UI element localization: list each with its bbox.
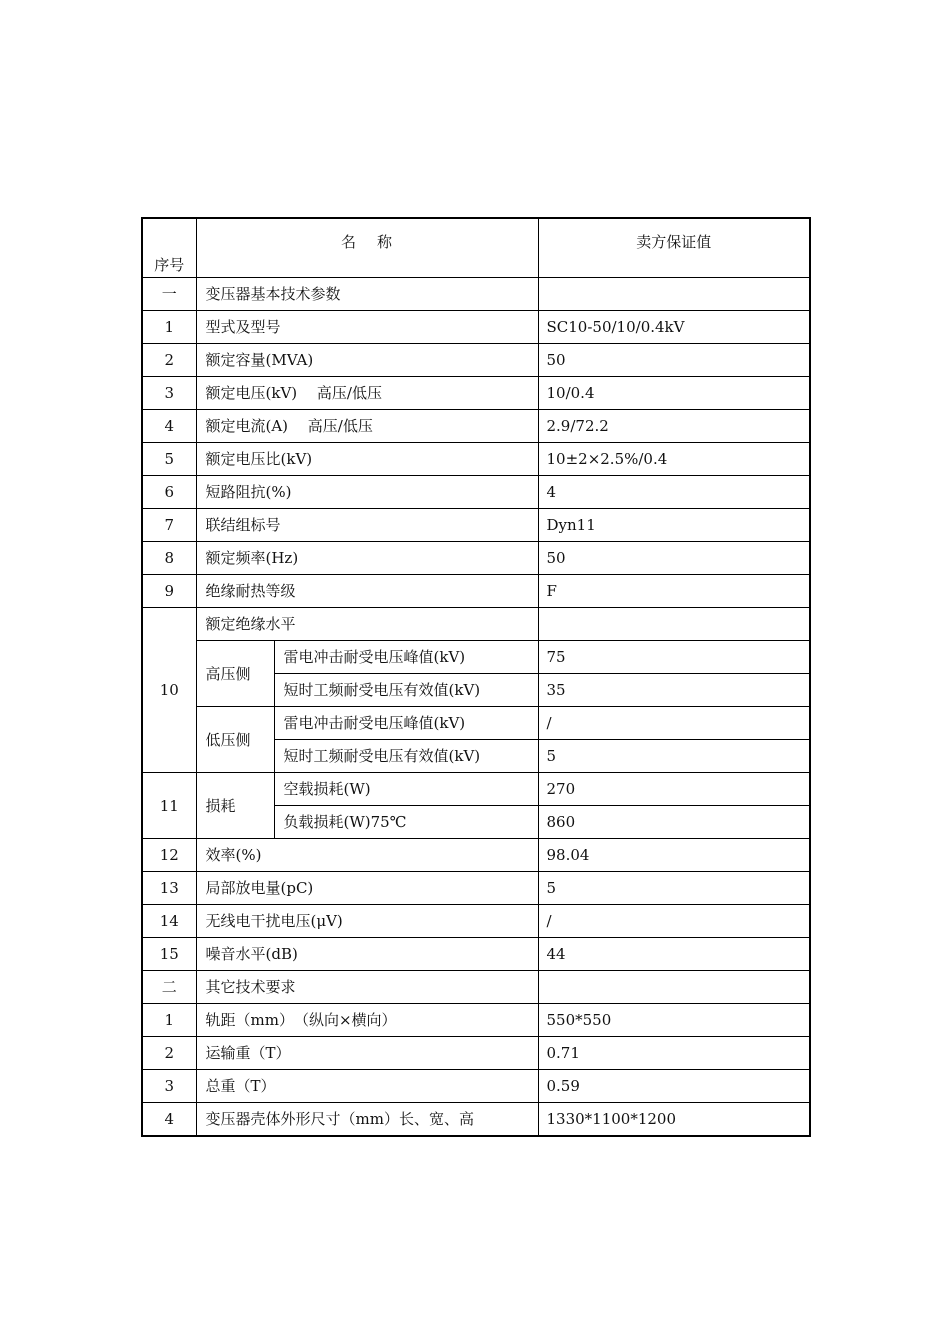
table-row: [142, 443, 810, 476]
row-value: 0.59: [538, 1070, 810, 1103]
row-value: 10/0.4: [538, 377, 810, 410]
group-label-lv: 低压侧: [196, 707, 274, 773]
row-no: 11: [142, 773, 196, 839]
row-value: 50: [538, 542, 810, 575]
row-name: 联结组标号: [196, 509, 538, 542]
table-row: [142, 641, 810, 674]
row-name: 额定电压(kV) 高压/低压: [196, 377, 538, 410]
row-name: 无线电干扰电压(μV): [196, 905, 538, 938]
row-value: 1330*1100*1200: [538, 1103, 810, 1137]
row-value: 0.71: [538, 1037, 810, 1070]
row-name: 短时工频耐受电压有效值(kV): [274, 740, 538, 773]
header-value: 卖方保证值: [538, 218, 810, 278]
row-name: 型式及型号: [196, 311, 538, 344]
row-name: 额定电压比(kV): [196, 443, 538, 476]
row-no: 13: [142, 872, 196, 905]
table-row: [142, 311, 810, 344]
row-value: /: [538, 707, 810, 740]
row-no: 4: [142, 1103, 196, 1137]
row-no: 9: [142, 575, 196, 608]
section-row: [142, 278, 810, 311]
header-no: 序号: [142, 218, 196, 278]
table-row: [142, 344, 810, 377]
group-label-hv: 高压侧: [196, 641, 274, 707]
row-no: 8: [142, 542, 196, 575]
row-no: 4: [142, 410, 196, 443]
row-no: 3: [142, 1070, 196, 1103]
table-row: [142, 707, 810, 740]
row-value: 98.04: [538, 839, 810, 872]
row-no: 15: [142, 938, 196, 971]
row-value: [538, 278, 810, 311]
row-name: 总重（T）: [196, 1070, 538, 1103]
row-value: 5: [538, 872, 810, 905]
table-row: [142, 608, 810, 641]
table-row: [142, 476, 810, 509]
row-name: 雷电冲击耐受电压峰值(kV): [274, 641, 538, 674]
row-name: 额定频率(Hz): [196, 542, 538, 575]
row-no: 3: [142, 377, 196, 410]
table-row: [142, 905, 810, 938]
row-no: 二: [142, 971, 196, 1004]
table-row: [142, 410, 810, 443]
row-value: 75: [538, 641, 810, 674]
row-value: 4: [538, 476, 810, 509]
row-name: 绝缘耐热等级: [196, 575, 538, 608]
section-title: 其它技术要求: [196, 971, 538, 1004]
row-value: F: [538, 575, 810, 608]
header-name-left: 名: [340, 233, 357, 251]
row-name: 变压器壳体外形尺寸（mm）长、宽、高: [196, 1103, 538, 1137]
table-row: [142, 377, 810, 410]
row-value: 44: [538, 938, 810, 971]
row-value: 35: [538, 674, 810, 707]
table-row: [142, 1004, 810, 1037]
row-value: [538, 971, 810, 1004]
row-no: 12: [142, 839, 196, 872]
row-name: 负载损耗(W)75℃: [274, 806, 538, 839]
row-name: 额定容量(MVA): [196, 344, 538, 377]
row-name: 短路阻抗(%): [196, 476, 538, 509]
row-value: 550*550: [538, 1004, 810, 1037]
table-row: [142, 1037, 810, 1070]
row-name: 空载损耗(W): [274, 773, 538, 806]
row-no: 2: [142, 344, 196, 377]
row-value: 5: [538, 740, 810, 773]
row-value: 270: [538, 773, 810, 806]
row-no: 一: [142, 278, 196, 311]
group-label-loss: 损耗: [196, 773, 274, 839]
row-name: 雷电冲击耐受电压峰值(kV): [274, 707, 538, 740]
row-name: 轨距（mm） （纵向×横向）: [196, 1004, 538, 1037]
row-name: 额定绝缘水平: [196, 608, 538, 641]
table-row: [142, 938, 810, 971]
table-row: [142, 575, 810, 608]
row-no: 1: [142, 311, 196, 344]
row-no: 5: [142, 443, 196, 476]
table-row: [142, 839, 810, 872]
table-header-row: [142, 218, 810, 278]
table-row: [142, 1070, 810, 1103]
table-row: [142, 872, 810, 905]
header-name: [196, 218, 538, 278]
row-name: 局部放电量(pC): [196, 872, 538, 905]
row-no: 6: [142, 476, 196, 509]
row-value: 50: [538, 344, 810, 377]
row-value: [538, 608, 810, 641]
section-title: 变压器基本技术参数: [196, 278, 538, 311]
row-value: 10±2×2.5%/0.4: [538, 443, 810, 476]
row-name: 效率(%): [196, 839, 538, 872]
row-value: Dyn11: [538, 509, 810, 542]
row-name: 噪音水平(dB): [196, 938, 538, 971]
table-row: [142, 1103, 810, 1137]
section-row: [142, 971, 810, 1004]
table-row: [142, 773, 810, 806]
row-name: 短时工频耐受电压有效值(kV): [274, 674, 538, 707]
row-value: /: [538, 905, 810, 938]
row-no: 10: [142, 608, 196, 773]
row-no: 2: [142, 1037, 196, 1070]
row-value: SC10-50/10/0.4kV: [538, 311, 810, 344]
row-no: 1: [142, 1004, 196, 1037]
row-value: 860: [538, 806, 810, 839]
table-row: [142, 542, 810, 575]
row-no: 7: [142, 509, 196, 542]
transformer-spec-table: [141, 217, 811, 1137]
row-no: 14: [142, 905, 196, 938]
row-value: 2.9/72.2: [538, 410, 810, 443]
table-row: [142, 509, 810, 542]
row-name: 运输重（T）: [196, 1037, 538, 1070]
row-name: 额定电流(A) 高压/低压: [196, 410, 538, 443]
header-name-right: 称: [377, 233, 394, 251]
